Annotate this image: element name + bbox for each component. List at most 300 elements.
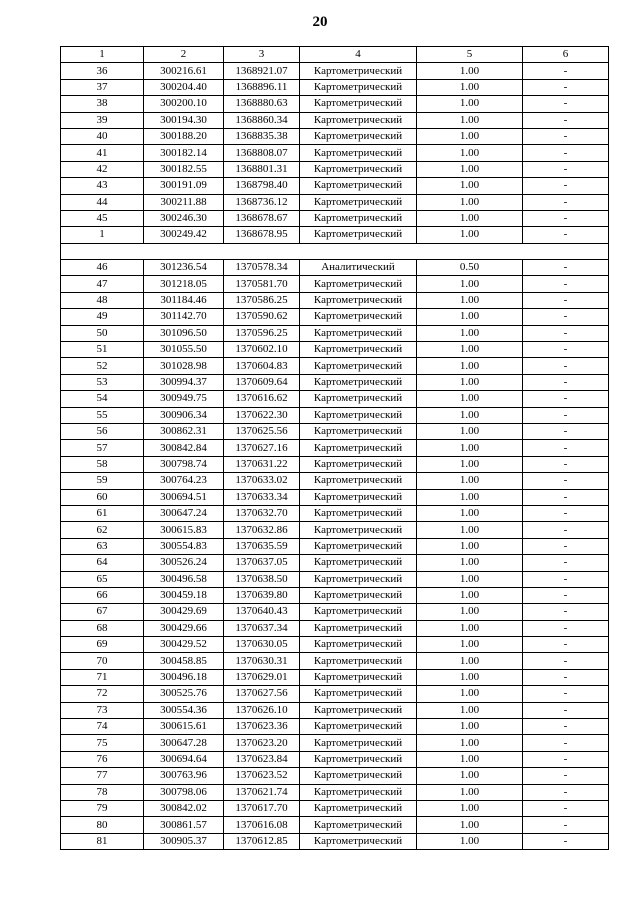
y-coordinate-cell: 1370596.25 [224, 325, 300, 341]
y-coordinate-cell: 1370629.01 [224, 669, 300, 685]
method-cell: Картометрический [300, 292, 417, 308]
table-row [61, 620, 609, 636]
table-row [61, 407, 609, 423]
x-coordinate-cell: 300216.61 [144, 63, 224, 79]
table-row [61, 473, 609, 489]
x-coordinate-cell: 300182.14 [144, 145, 224, 161]
x-coordinate-cell: 300204.40 [144, 79, 224, 95]
table-row [61, 571, 609, 587]
table-row [61, 653, 609, 669]
x-coordinate-cell: 300906.34 [144, 407, 224, 423]
method-cell: Картометрический [300, 784, 417, 800]
note-cell: - [523, 489, 609, 505]
note-cell: - [523, 161, 609, 177]
method-cell: Картометрический [300, 653, 417, 669]
method-cell: Картометрический [300, 407, 417, 423]
accuracy-cell: 1.00 [417, 96, 523, 112]
note-cell: - [523, 637, 609, 653]
method-cell: Картометрический [300, 112, 417, 128]
point-number-cell: 80 [61, 817, 144, 833]
note-cell: - [523, 702, 609, 718]
y-coordinate-cell: 1368860.34 [224, 112, 300, 128]
point-number-cell: 60 [61, 489, 144, 505]
page-number: 20 [312, 14, 328, 30]
note-cell: - [523, 571, 609, 587]
point-number-cell: 54 [61, 391, 144, 407]
point-number-cell: 50 [61, 325, 144, 341]
accuracy-cell: 0.50 [417, 260, 523, 276]
y-coordinate-cell: 1370617.70 [224, 800, 300, 816]
table-row [61, 440, 609, 456]
note-cell: - [523, 735, 609, 751]
x-coordinate-cell: 300246.30 [144, 210, 224, 226]
x-coordinate-cell: 300763.96 [144, 768, 224, 784]
x-coordinate-cell: 300615.61 [144, 719, 224, 735]
accuracy-cell: 1.00 [417, 407, 523, 423]
method-cell: Картометрический [300, 522, 417, 538]
y-coordinate-cell: 1370632.70 [224, 505, 300, 521]
point-number-cell: 1 [61, 227, 144, 243]
point-number-cell: 75 [61, 735, 144, 751]
x-coordinate-cell: 300647.24 [144, 505, 224, 521]
y-coordinate-cell: 1370581.70 [224, 276, 300, 292]
point-number-cell: 74 [61, 719, 144, 735]
method-cell: Картометрический [300, 751, 417, 767]
column-header: 6 [523, 47, 609, 63]
method-cell: Картометрический [300, 489, 417, 505]
table-row [61, 833, 609, 849]
table-row [61, 178, 609, 194]
x-coordinate-cell: 300615.83 [144, 522, 224, 538]
note-cell: - [523, 342, 609, 358]
point-number-cell: 53 [61, 374, 144, 390]
method-cell: Картометрический [300, 79, 417, 95]
point-number-cell: 52 [61, 358, 144, 374]
accuracy-cell: 1.00 [417, 473, 523, 489]
point-number-cell: 72 [61, 686, 144, 702]
table-row [61, 719, 609, 735]
note-cell: - [523, 686, 609, 702]
x-coordinate-cell: 300191.09 [144, 178, 224, 194]
table-header-row [61, 47, 609, 63]
note-cell: - [523, 620, 609, 636]
y-coordinate-cell: 1370616.62 [224, 391, 300, 407]
point-number-cell: 36 [61, 63, 144, 79]
table-row [61, 260, 609, 276]
x-coordinate-cell: 300554.83 [144, 538, 224, 554]
y-coordinate-cell: 1370612.85 [224, 833, 300, 849]
point-number-cell: 70 [61, 653, 144, 669]
accuracy-cell: 1.00 [417, 112, 523, 128]
accuracy-cell: 1.00 [417, 79, 523, 95]
method-cell: Картометрический [300, 210, 417, 226]
point-number-cell: 81 [61, 833, 144, 849]
note-cell: - [523, 227, 609, 243]
y-coordinate-cell: 1370631.22 [224, 456, 300, 472]
accuracy-cell: 1.00 [417, 276, 523, 292]
y-coordinate-cell: 1368798.40 [224, 178, 300, 194]
point-number-cell: 57 [61, 440, 144, 456]
x-coordinate-cell: 300194.30 [144, 112, 224, 128]
y-coordinate-cell: 1370623.84 [224, 751, 300, 767]
table-row [61, 227, 609, 243]
method-cell: Картометрический [300, 702, 417, 718]
method-cell: Картометрический [300, 96, 417, 112]
point-number-cell: 58 [61, 456, 144, 472]
method-cell: Картометрический [300, 637, 417, 653]
method-cell: Картометрический [300, 423, 417, 439]
note-cell: - [523, 751, 609, 767]
method-cell: Картометрический [300, 817, 417, 833]
method-cell: Картометрический [300, 686, 417, 702]
y-coordinate-cell: 1368808.07 [224, 145, 300, 161]
point-number-cell: 56 [61, 423, 144, 439]
note-cell: - [523, 309, 609, 325]
point-number-cell: 78 [61, 784, 144, 800]
x-coordinate-cell: 300862.31 [144, 423, 224, 439]
accuracy-cell: 1.00 [417, 178, 523, 194]
method-cell: Картометрический [300, 604, 417, 620]
note-cell: - [523, 407, 609, 423]
table-row [61, 604, 609, 620]
method-cell: Картометрический [300, 555, 417, 571]
method-cell: Картометрический [300, 178, 417, 194]
y-coordinate-cell: 1368880.63 [224, 96, 300, 112]
point-number-cell: 37 [61, 79, 144, 95]
point-number-cell: 40 [61, 128, 144, 144]
note-cell: - [523, 391, 609, 407]
y-coordinate-cell: 1368835.38 [224, 128, 300, 144]
table-row [61, 276, 609, 292]
x-coordinate-cell: 300861.57 [144, 817, 224, 833]
coordinates-table [60, 46, 609, 850]
method-cell: Картометрический [300, 800, 417, 816]
x-coordinate-cell: 300842.02 [144, 800, 224, 816]
x-coordinate-cell: 301236.54 [144, 260, 224, 276]
table-row [61, 538, 609, 554]
y-coordinate-cell: 1370625.56 [224, 423, 300, 439]
table-row [61, 79, 609, 95]
x-coordinate-cell: 300496.18 [144, 669, 224, 685]
table-row [61, 128, 609, 144]
y-coordinate-cell: 1370622.30 [224, 407, 300, 423]
method-cell: Картометрический [300, 276, 417, 292]
y-coordinate-cell: 1370633.34 [224, 489, 300, 505]
table-row [61, 391, 609, 407]
point-number-cell: 76 [61, 751, 144, 767]
note-cell: - [523, 604, 609, 620]
accuracy-cell: 1.00 [417, 128, 523, 144]
table-row [61, 768, 609, 784]
table-row [61, 505, 609, 521]
accuracy-cell: 1.00 [417, 784, 523, 800]
note-cell: - [523, 768, 609, 784]
accuracy-cell: 1.00 [417, 719, 523, 735]
contour-separator-row [61, 243, 609, 259]
table-row [61, 735, 609, 751]
point-number-cell: 71 [61, 669, 144, 685]
method-cell: Картометрический [300, 358, 417, 374]
method-cell: Картометрический [300, 63, 417, 79]
note-cell: - [523, 505, 609, 521]
y-coordinate-cell: 1370633.02 [224, 473, 300, 489]
x-coordinate-cell: 300554.36 [144, 702, 224, 718]
accuracy-cell: 1.00 [417, 505, 523, 521]
method-cell: Картометрический [300, 391, 417, 407]
x-coordinate-cell: 300694.64 [144, 751, 224, 767]
x-coordinate-cell: 300429.52 [144, 637, 224, 653]
accuracy-cell: 1.00 [417, 292, 523, 308]
x-coordinate-cell: 300798.74 [144, 456, 224, 472]
x-coordinate-cell: 300496.58 [144, 571, 224, 587]
point-number-cell: 46 [61, 260, 144, 276]
y-coordinate-cell: 1370578.34 [224, 260, 300, 276]
y-coordinate-cell: 1370616.08 [224, 817, 300, 833]
x-coordinate-cell: 300764.23 [144, 473, 224, 489]
accuracy-cell: 1.00 [417, 358, 523, 374]
accuracy-cell: 1.00 [417, 653, 523, 669]
table-row [61, 817, 609, 833]
accuracy-cell: 1.00 [417, 538, 523, 554]
x-coordinate-cell: 301218.05 [144, 276, 224, 292]
table-row [61, 292, 609, 308]
y-coordinate-cell: 1370635.59 [224, 538, 300, 554]
y-coordinate-cell: 1370637.05 [224, 555, 300, 571]
method-cell: Картометрический [300, 669, 417, 685]
y-coordinate-cell: 1370626.10 [224, 702, 300, 718]
method-cell: Картометрический [300, 768, 417, 784]
separator-cell [61, 243, 609, 259]
accuracy-cell: 1.00 [417, 194, 523, 210]
x-coordinate-cell: 300249.42 [144, 227, 224, 243]
point-number-cell: 48 [61, 292, 144, 308]
point-number-cell: 67 [61, 604, 144, 620]
table-row [61, 800, 609, 816]
note-cell: - [523, 473, 609, 489]
method-cell: Картометрический [300, 440, 417, 456]
method-cell: Картометрический [300, 620, 417, 636]
accuracy-cell: 1.00 [417, 637, 523, 653]
point-number-cell: 47 [61, 276, 144, 292]
note-cell: - [523, 817, 609, 833]
x-coordinate-cell: 300647.28 [144, 735, 224, 751]
column-header: 4 [300, 47, 417, 63]
note-cell: - [523, 260, 609, 276]
table-row [61, 96, 609, 112]
y-coordinate-cell: 1368896.11 [224, 79, 300, 95]
accuracy-cell: 1.00 [417, 63, 523, 79]
accuracy-cell: 1.00 [417, 374, 523, 390]
x-coordinate-cell: 300526.24 [144, 555, 224, 571]
note-cell: - [523, 276, 609, 292]
point-number-cell: 43 [61, 178, 144, 194]
point-number-cell: 59 [61, 473, 144, 489]
table-row [61, 325, 609, 341]
x-coordinate-cell: 300798.06 [144, 784, 224, 800]
table-row [61, 145, 609, 161]
y-coordinate-cell: 1368801.31 [224, 161, 300, 177]
accuracy-cell: 1.00 [417, 702, 523, 718]
method-cell: Картометрический [300, 342, 417, 358]
y-coordinate-cell: 1370623.20 [224, 735, 300, 751]
point-number-cell: 63 [61, 538, 144, 554]
y-coordinate-cell: 1370640.43 [224, 604, 300, 620]
point-number-cell: 68 [61, 620, 144, 636]
accuracy-cell: 1.00 [417, 210, 523, 226]
note-cell: - [523, 128, 609, 144]
y-coordinate-cell: 1370638.50 [224, 571, 300, 587]
y-coordinate-cell: 1370627.16 [224, 440, 300, 456]
y-coordinate-cell: 1368678.67 [224, 210, 300, 226]
note-cell: - [523, 555, 609, 571]
accuracy-cell: 1.00 [417, 342, 523, 358]
note-cell: - [523, 210, 609, 226]
table-row [61, 194, 609, 210]
x-coordinate-cell: 300211.88 [144, 194, 224, 210]
table-row [61, 669, 609, 685]
table-row [61, 751, 609, 767]
accuracy-cell: 1.00 [417, 669, 523, 685]
method-cell: Картометрический [300, 505, 417, 521]
y-coordinate-cell: 1370630.31 [224, 653, 300, 669]
accuracy-cell: 1.00 [417, 587, 523, 603]
y-coordinate-cell: 1370621.74 [224, 784, 300, 800]
method-cell: Картометрический [300, 161, 417, 177]
point-number-cell: 77 [61, 768, 144, 784]
table-row [61, 161, 609, 177]
x-coordinate-cell: 301055.50 [144, 342, 224, 358]
accuracy-cell: 1.00 [417, 833, 523, 849]
note-cell: - [523, 96, 609, 112]
note-cell: - [523, 145, 609, 161]
note-cell: - [523, 669, 609, 685]
method-cell: Картометрический [300, 374, 417, 390]
x-coordinate-cell: 300429.66 [144, 620, 224, 636]
y-coordinate-cell: 1370604.83 [224, 358, 300, 374]
method-cell: Картометрический [300, 194, 417, 210]
table-row [61, 456, 609, 472]
method-cell: Картометрический [300, 128, 417, 144]
point-number-cell: 44 [61, 194, 144, 210]
point-number-cell: 39 [61, 112, 144, 128]
note-cell: - [523, 292, 609, 308]
column-header: 1 [61, 47, 144, 63]
accuracy-cell: 1.00 [417, 817, 523, 833]
accuracy-cell: 1.00 [417, 768, 523, 784]
note-cell: - [523, 522, 609, 538]
x-coordinate-cell: 300200.10 [144, 96, 224, 112]
note-cell: - [523, 325, 609, 341]
note-cell: - [523, 440, 609, 456]
y-coordinate-cell: 1368736.12 [224, 194, 300, 210]
y-coordinate-cell: 1368921.07 [224, 63, 300, 79]
x-coordinate-cell: 301142.70 [144, 309, 224, 325]
y-coordinate-cell: 1370627.56 [224, 686, 300, 702]
accuracy-cell: 1.00 [417, 456, 523, 472]
table-row [61, 342, 609, 358]
note-cell: - [523, 358, 609, 374]
method-cell: Картометрический [300, 456, 417, 472]
accuracy-cell: 1.00 [417, 309, 523, 325]
point-number-cell: 66 [61, 587, 144, 603]
y-coordinate-cell: 1370639.80 [224, 587, 300, 603]
x-coordinate-cell: 300905.37 [144, 833, 224, 849]
accuracy-cell: 1.00 [417, 522, 523, 538]
accuracy-cell: 1.00 [417, 161, 523, 177]
x-coordinate-cell: 301096.50 [144, 325, 224, 341]
x-coordinate-cell: 301184.46 [144, 292, 224, 308]
table-row [61, 112, 609, 128]
y-coordinate-cell: 1370590.62 [224, 309, 300, 325]
note-cell: - [523, 374, 609, 390]
table-row [61, 63, 609, 79]
table-row [61, 555, 609, 571]
x-coordinate-cell: 300182.55 [144, 161, 224, 177]
accuracy-cell: 1.00 [417, 571, 523, 587]
point-number-cell: 69 [61, 637, 144, 653]
accuracy-cell: 1.00 [417, 440, 523, 456]
accuracy-cell: 1.00 [417, 735, 523, 751]
table-row [61, 637, 609, 653]
y-coordinate-cell: 1370623.52 [224, 768, 300, 784]
table-row [61, 587, 609, 603]
x-coordinate-cell: 300994.37 [144, 374, 224, 390]
note-cell: - [523, 784, 609, 800]
note-cell: - [523, 587, 609, 603]
column-header: 2 [144, 47, 224, 63]
x-coordinate-cell: 300842.84 [144, 440, 224, 456]
x-coordinate-cell: 300459.18 [144, 587, 224, 603]
x-coordinate-cell: 300949.75 [144, 391, 224, 407]
column-header: 3 [224, 47, 300, 63]
y-coordinate-cell: 1370630.05 [224, 637, 300, 653]
method-cell: Картометрический [300, 325, 417, 341]
point-number-cell: 65 [61, 571, 144, 587]
y-coordinate-cell: 1370632.86 [224, 522, 300, 538]
accuracy-cell: 1.00 [417, 391, 523, 407]
note-cell: - [523, 194, 609, 210]
method-cell: Картометрический [300, 587, 417, 603]
method-cell: Картометрический [300, 719, 417, 735]
method-cell: Картометрический [300, 571, 417, 587]
table-row [61, 309, 609, 325]
y-coordinate-cell: 1370623.36 [224, 719, 300, 735]
accuracy-cell: 1.00 [417, 604, 523, 620]
x-coordinate-cell: 300429.69 [144, 604, 224, 620]
column-header: 5 [417, 47, 523, 63]
method-cell: Картометрический [300, 538, 417, 554]
y-coordinate-cell: 1370586.25 [224, 292, 300, 308]
accuracy-cell: 1.00 [417, 423, 523, 439]
point-number-cell: 51 [61, 342, 144, 358]
accuracy-cell: 1.00 [417, 227, 523, 243]
table-row [61, 686, 609, 702]
note-cell: - [523, 456, 609, 472]
note-cell: - [523, 79, 609, 95]
method-cell: Картометрический [300, 833, 417, 849]
note-cell: - [523, 653, 609, 669]
accuracy-cell: 1.00 [417, 686, 523, 702]
table-row [61, 522, 609, 538]
x-coordinate-cell: 300525.76 [144, 686, 224, 702]
table-row [61, 702, 609, 718]
note-cell: - [523, 800, 609, 816]
y-coordinate-cell: 1370602.10 [224, 342, 300, 358]
note-cell: - [523, 423, 609, 439]
point-number-cell: 45 [61, 210, 144, 226]
method-cell: Картометрический [300, 145, 417, 161]
table-body [61, 63, 609, 850]
